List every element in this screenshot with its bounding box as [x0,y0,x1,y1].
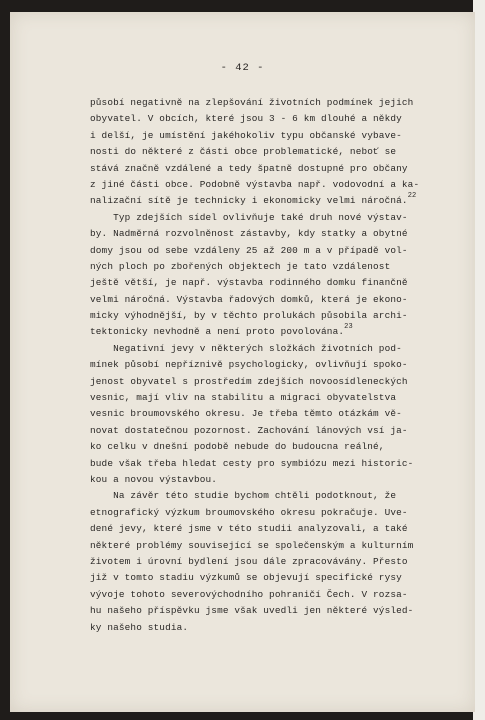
text-line: kou a novou výstavbou. [90,473,218,485]
page-number: - 42 - [220,62,265,74]
text-line: z jiné části obce. Podobně výstavba např. vodovodní a ka- [90,178,420,190]
text-line: jenost obyvatel s prostředím zdejších novoosídleneckých [90,375,408,387]
text-line: již v tomto stadiu výzkumů se objevují specifické rysy [90,572,402,584]
text-line: působí negativně na zlepšování životních podmínek jejich [90,97,414,108]
text-line-with-footnote [90,324,458,340]
text-line: dené jevy, které jsme v této studii analyzovali, a také [90,523,408,535]
text-segment: nalizační sítě je technicky i ekonomicky velmi náročná. [90,195,408,207]
text-line: ještě větší, je např. výstavba rodinného domku finančně [90,277,408,289]
text-line: nosti do některé z části obce problematické, neboť se [90,146,397,158]
text-line: ko celku v dnešní podobě nebude do budoucna reálné, [90,441,385,453]
text-line: Na závěr této studie bychom chtěli podotknout, že [90,490,397,502]
text-line: některé problémy související se společenským a kulturním [90,539,414,551]
text-line: vesnic broumovského okresu. Je třeba těmto otázkám vě- [90,408,402,420]
body-text [90,95,458,636]
text-line: etnografický výzkum broumovského okresu pokračuje. Uve- [90,506,408,518]
text-line: bude však třeba hledat cesty pro symbiózu mezi historic- [90,457,414,469]
text-segment: tektonicky nevhodně a není proto povolována. [90,326,345,338]
text-line-with-footnote [90,193,458,209]
text-line: vesnic, mají vliv na stabilitu a migraci obyvatelstva [90,392,397,404]
text-line: obyvatel. V obcích, které jsou 3 - 6 km dlouhé a někdy [90,113,402,125]
text-line: životem i úrovní bydlení jsou dále zpracovávány. Přesto [90,555,408,567]
text-line: mínek působí nepříznivě psychologicky, ovlivňují spoko- [90,359,408,371]
text-line: vývoje tohoto severovýchodního pohraničí Čech. V rozsa- [90,588,408,600]
text-line: stává značně vzdálené a tedy špatně dostupné pro občany [90,162,408,174]
text-line: Typ zdejších sídel ovlivňuje také druh nové výstav- [90,211,408,223]
text-line: ných ploch po zbořených objektech je tato vzdálenost [90,260,391,272]
text-line: novat dostatečnou pozornost. Zachování lánových vsí ja- [90,424,408,436]
text-line: i delší, je umístění jakéhokoliv typu občanské vybave- [90,129,402,141]
document-page [10,12,475,712]
text-line: ky našeho studia. [90,621,189,633]
footnote-ref-22: 22 [407,192,417,201]
text-line: velmi náročná. Výstavba řadových domků, která je ekono- [90,293,408,305]
footnote-ref-23: 23 [344,323,353,332]
text-line: by. Nadměrná rozvolněnost zástavby, kdy statky a obytné [90,228,408,240]
text-line: Negativní jevy v některých složkách životních pod- [90,342,402,354]
text-line: hu našeho příspěvku jsme však uvedli jen některé výsled- [90,605,414,617]
text-line: micky výhodnější, by v těchto prolukách působila archi- [90,310,408,322]
text-line: domy jsou od sebe vzdáleny 25 až 200 m a v případě vol- [90,244,408,256]
